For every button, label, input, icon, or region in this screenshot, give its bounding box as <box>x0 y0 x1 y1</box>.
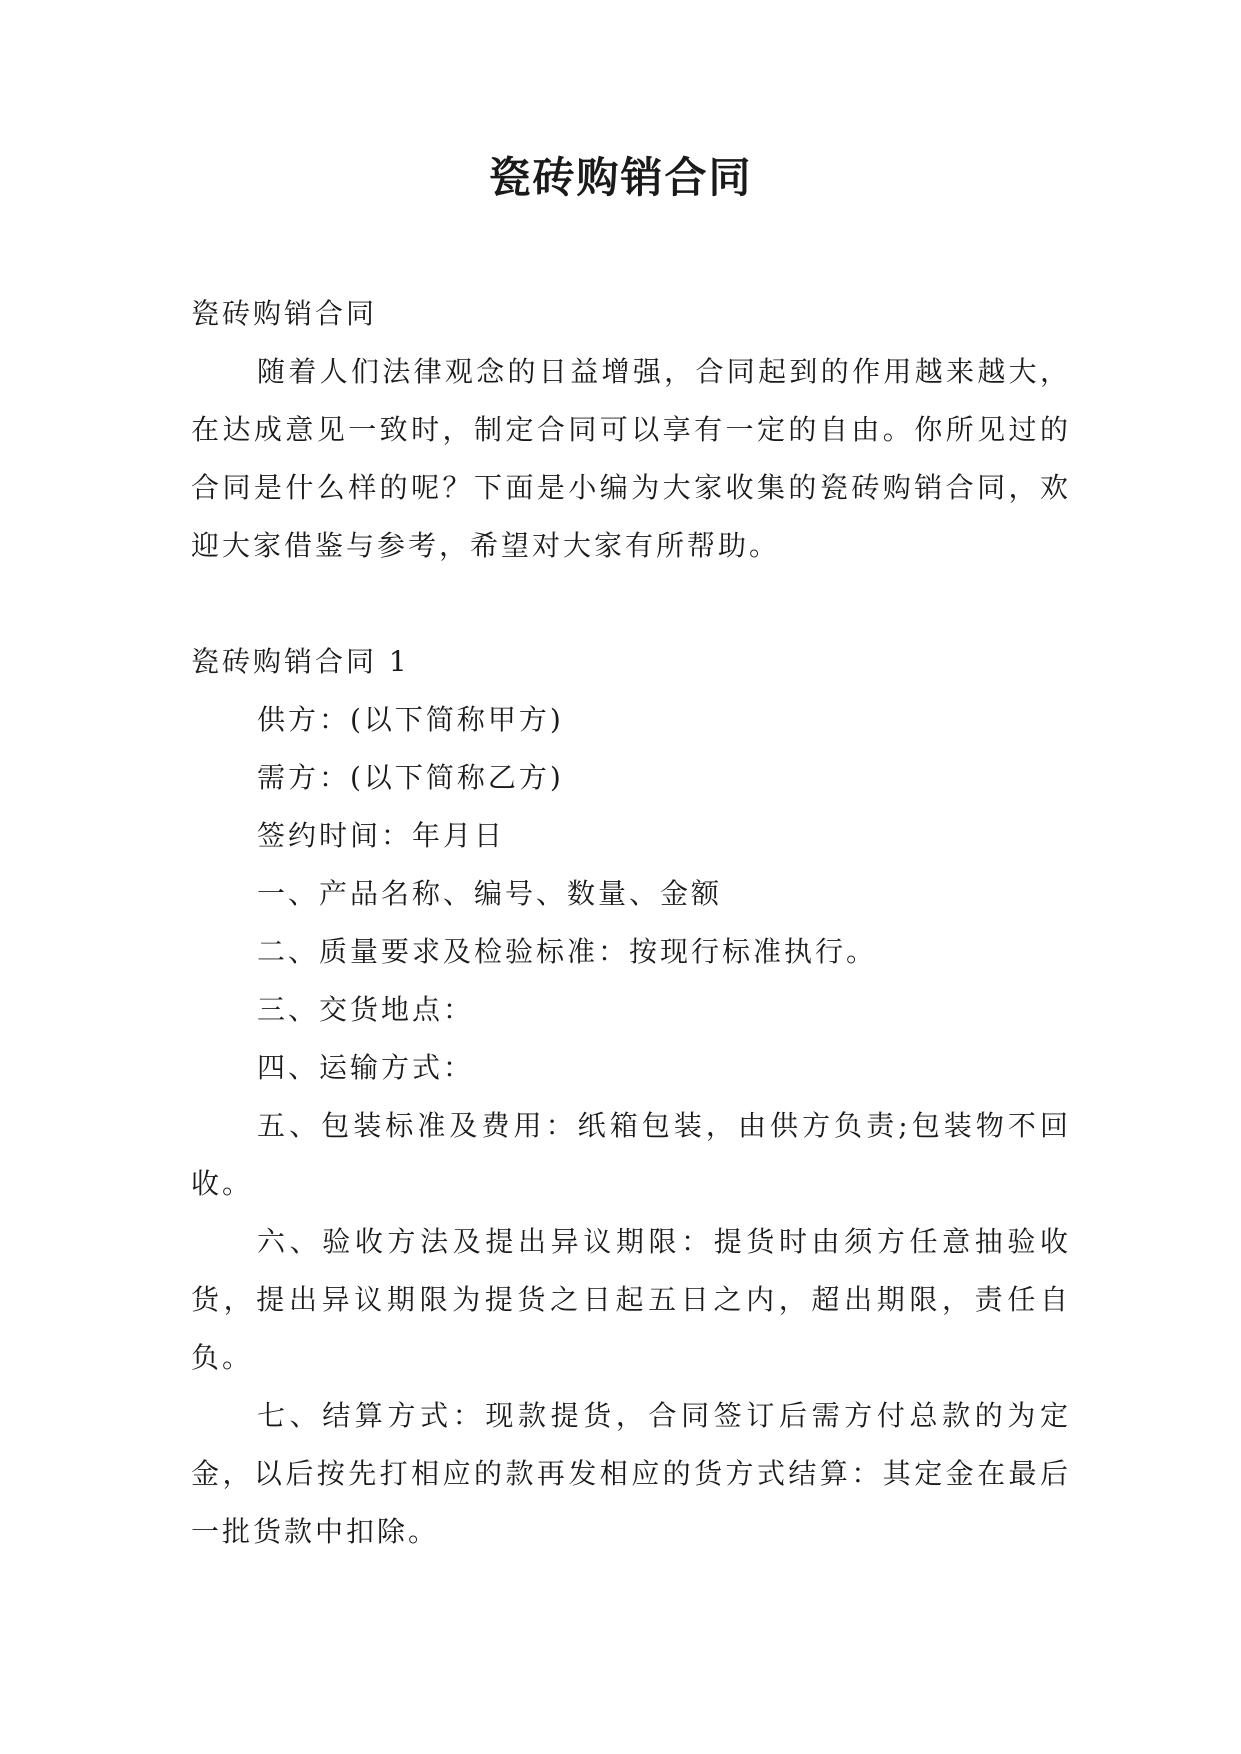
sign-time-line: 签约时间：年月日 <box>257 819 506 852</box>
subtitle: 瓷砖购销合同 <box>191 297 378 330</box>
clause-2: 二、质量要求及检验标准：按现行标准执行。 <box>257 935 878 968</box>
clause-1: 一、产品名称、编号、数量、金额 <box>257 877 723 910</box>
clause-7: 七、结算方式：现款提货，合同签订后需方付总款的为定金，以后按先打相应的款再发相应的货方式结算：其定金在最后一批货款中扣除。 <box>191 1399 1071 1548</box>
clause-6: 六、验收方法及提出异议期限：提货时由须方任意抽验收货，提出异议期限为提货之日起五日之内，超出期限，责任自负。 <box>191 1225 1071 1374</box>
buyer-line: 需方：(以下简称乙方) <box>257 761 564 794</box>
document-body <box>191 285 1071 1561</box>
clause-5: 五、包装标准及费用：纸箱包装，由供方负责;包装物不回收。 <box>191 1109 1071 1200</box>
intro-paragraph: 随着人们法律观念的日益增强，合同起到的作用越来越大，在达成意见一致时，制定合同可以享有一定的自由。你所见过的合同是什么样的呢？下面是小编为大家收集的瓷砖购销合同，欢迎大家借鉴与参考，希望对大家有所帮助。 <box>191 355 1071 562</box>
section-heading: 瓷砖购销合同 1 <box>191 645 410 678</box>
supplier-line: 供方：(以下简称甲方) <box>257 703 564 736</box>
clause-3: 三、交货地点： <box>257 993 475 1026</box>
clause-4: 四、运输方式： <box>257 1051 475 1084</box>
document-title: 瓷砖购销合同 <box>488 153 753 202</box>
spacer <box>191 575 1071 633</box>
